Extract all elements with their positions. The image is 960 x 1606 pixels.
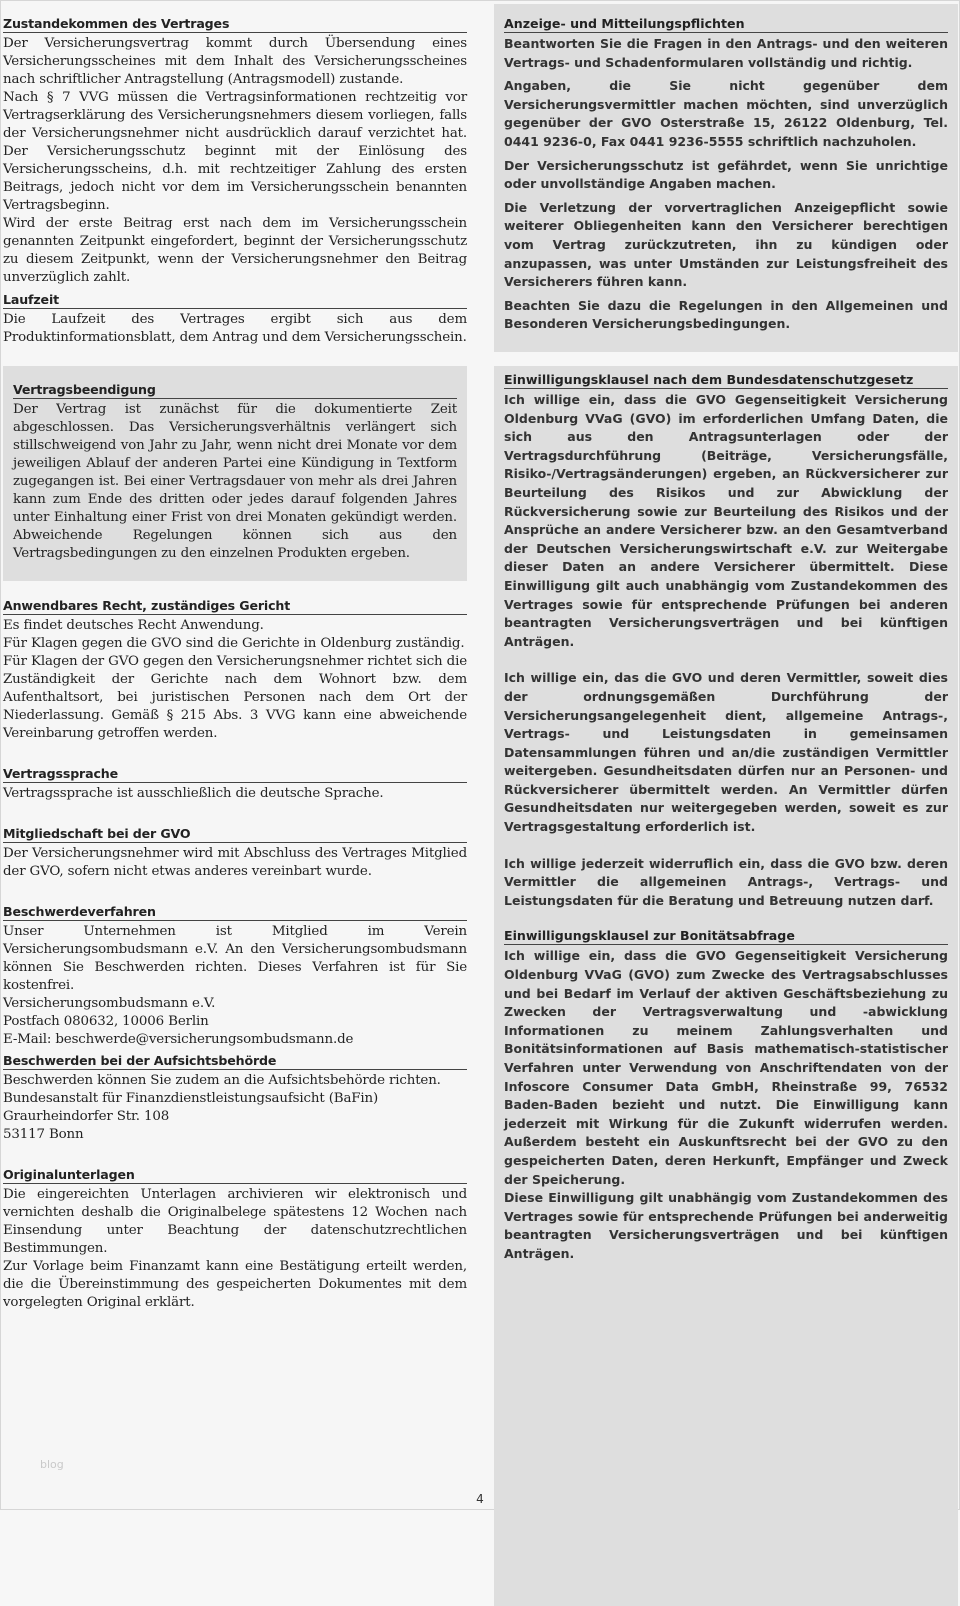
heading-bdsg: Einwilligungsklausel nach dem Bundesdatenschutzgesetz [504,372,948,389]
line: Beschwerden können Sie zudem an die Aufsichtsbehörde richten. [3,1073,441,1088]
heading-vertragsbeendigung: Vertragsbeendigung [13,382,457,399]
heading-mitgliedschaft: Mitgliedschaft bei der GVO [3,826,467,843]
address-line: Versicherungsombudsmann e.V. [3,996,216,1011]
section-mitgliedschaft [3,826,467,881]
paragraph: Angaben, die Sie nicht gegenüber dem Versicherungsvermittler machen möchten, sind unverzüglich gegenüber der GVO Osterstraße 15, 26122 Oldenburg, Tel. 0441 9236-0, Fax 0441 9236-5555 schriftlich nachzuholen. [504,78,948,149]
heading-vertragssprache: Vertragssprache [3,766,467,783]
paragraph: Ich willige ein, dass die GVO Gegenseitigkeit Versicherung Oldenburg VVaG (GVO) im erforderlichen Umfang Daten, die sich aus den Antragsunterlagen oder der Vertragsdurchführung (Beiträge, Versicherungsfälle, Risiko-/Vertragsänderungen) ergeben, an Rückversicherer zur Beurteilung des Risikos und zur Abwicklung der Rückversicherung sowie zur Beurteilung des Risikos und der Ansprüche an andere Versicherer bzw. an den Gesamtverband der Deutschen Versicherungswirtschaft e.V. zur Weitergabe dieser Daten an andere Versicherer übermittelt. Diese Einwilligung gilt auch unabhängig vom Zustandekommen des Vertrages sowie für entsprechende Prüfungen bei anderen beantragten Versicherungsverträgen und bei künftigen Anträgen. [504,392,948,649]
paragraph: Der Versicherungsvertrag kommt durch Übersendung eines Versicherungsscheines mit dem Inhalt des Versicherungsscheines nach schriftlicher Antragstellung (Antragsmodell) zustande. [3,36,467,87]
section-aufsicht [3,1053,467,1144]
paragraph: Beantworten Sie die Fragen in den Antrags- und den weiteren Vertrags- und Schadenformularen vollständig und richtig. [504,36,948,70]
section-einwilligungen [494,366,958,1606]
section-laufzeit [3,292,467,347]
line: Graurheindorfer Str. 108 [3,1109,170,1124]
heading-originalunterlagen: Originalunterlagen [3,1167,467,1184]
section-recht [3,598,467,743]
section-beschwerdeverfahren [3,904,467,1049]
section-vertragsbeendigung [3,366,467,581]
paragraph: Diese Einwilligung gilt unabhängig vom Zustandekommen des Vertrages sowie für entsprechende Prüfungen bei anderweitig beantragten Versicherungsverträgen und bei künftigen Anträgen. [504,1190,948,1261]
address-line: Postfach 080632, 10006 Berlin [3,1014,209,1029]
section-originalunterlagen [3,1167,467,1312]
heading-aufsicht: Beschwerden bei der Aufsichtsbehörde [3,1053,467,1070]
page-number: 4 [476,1492,484,1506]
heading-zustandekommen: Zustandekommen des Vertrages [3,16,467,33]
paragraph: Der Versicherungsnehmer wird mit Abschluss des Vertrages Mitglied der GVO, sofern nicht etwas anderes vereinbart wurde. [3,846,467,879]
paragraph: Ich willige ein, dass die GVO Gegenseitigkeit Versicherung Oldenburg VVaG (GVO) zum Zwecke des Vertragsabschlusses und bei Bedarf im Verlauf der aktiven Geschäftsbeziehung zu Zwecken der Vertragsverwaltung und -abwicklung Informationen zu meinem Zahlungsverhalten und Bonitätsinformationen auf Basis mathematisch-statistischer Verfahren unter Verwendung von Anschriftendaten von der Infoscore Consumer Data GmbH, Rheinstraße 99, 76532 Baden-Baden bezieht und nutzt. Die Einwilligung kann jederzeit mit Wirkung für die Zukunft widerrufen werden. Außerdem besteht ein Auskunftsrecht bei der GVO zu den gespeicherten Daten, deren Herkunft, Empfänger und Zweck der Speicherung. [504,948,948,1187]
paragraph: Die Verletzung der vorvertraglichen Anzeigepflicht sowie weiterer Obliegenheiten kann den Versicherer berechtigen vom Vertrag zurückzutreten, ihn zu kündigen oder anzupassen, was unter Umständen zur Leistungsfreiheit des Versicherers führen kann. [504,199,948,290]
watermark-blog: blog [40,1458,64,1471]
paragraph: Ich willige ein, das die GVO und deren Vermittler, soweit dies der ordnungsgemäßen Durchführung der Versicherungsangelegenheit dient, allgemeine Antrags-, Vertrags- und Leistungsdaten in gemeinsamen Datensammlungen führen und an/die zuständigen Vermittler weitergeben. Gesundheitsdaten dürfen nur an Personen- und Rückversicherer übermittelt werden. An Vermittler dürfen Gesundheitsdaten nur weitergegeben werden, soweit es zur Vertragsgestaltung erforderlich ist. [504,670,948,835]
line: Es findet deutsches Recht Anwendung. [3,618,264,633]
section-vertragssprache [3,766,467,803]
section-zustandekommen [3,16,467,287]
paragraph: Ich willige jederzeit widerruflich ein, dass die GVO bzw. deren Vermittler die allgemeinen Antrags-, Vertrags- und Leistungsdaten für die Beratung und Betreuung nutzen darf. [504,855,948,908]
line: Für Klagen gegen die GVO sind die Gerichte in Oldenburg zuständig. [3,636,465,651]
paragraph: Für Klagen der GVO gegen den Versicherungsnehmer richtet sich die Zuständigkeit der Gerichte nach dem Wohnort bzw. dem Aufenthaltsort, bei juristischen Personen nach dem Ort der Niederlassung. Gemäß § 215 Abs. 3 VVG kann eine abweichende Vereinbarung getroffen werden. [3,654,467,741]
paragraph: Unser Unternehmen ist Mitglied im Verein Versicherungsombudsmann e.V. An den Versicherungsombudsmann können Sie Beschwerden richten. Dieses Verfahren ist für Sie kostenfrei. [3,924,467,993]
paragraph: Der Versicherungsschutz ist gefährdet, wenn Sie unrichtige oder unvollständige Angaben machen. [504,157,948,192]
paragraph: Der Vertrag ist zunächst für die dokumentierte Zeit abgeschlossen. Das Versicherungsverhältnis verlängert sich stillschweigend von Jahr zu Jahr, wenn nicht drei Monate vor dem jeweiligen Ablauf der anderen Partei eine Kündigung in Textform zugegangen ist. Bei einer Vertragsdauer von mehr als drei Jahren kann zum Ende des dritten oder jedes darauf folgenden Jahres unter Einhaltung einer Frist von drei Monaten gekündigt werden. Abweichende Regelungen können sich aus den Vertragsbedingungen zu den einzelnen Produkten ergeben. [13,402,457,561]
heading-anzeigepflichten: Anzeige- und Mitteilungspflichten [504,16,948,33]
heading-bonitaet: Einwilligungsklausel zur Bonitätsabfrage [504,928,948,945]
paragraph: Vertragssprache ist ausschließlich die deutsche Sprache. [3,786,384,801]
line: Bundesanstalt für Finanzdienstleistungsaufsicht (BaFin) [3,1091,379,1106]
paragraph: Die Laufzeit des Vertrages ergibt sich aus dem Produktinformationsblatt, dem Antrag und dem Versicherungsschein. [3,312,467,345]
paragraph: Nach § 7 VVG müssen die Vertragsinformationen rechtzeitig vor Vertragserklärung des Versicherungsnehmers diesem vorliegen, falls der Versicherungsnehmer nicht ausdrücklich darauf verzichtet hat. Der Versicherungsschutz beginnt mit der Einlösung des Versicherungsscheins, d.h. mit rechtzeitiger Zahlung des ersten Beitrags, jedoch nicht vor dem im Versicherungsschein benannten Vertragsbeginn. [3,90,467,213]
heading-recht: Anwendbares Recht, zuständiges Gericht [3,598,467,615]
email-link[interactable]: E-Mail: beschwerde@versicherungsombudsmann.de [3,1032,354,1047]
paragraph: Wird der erste Beitrag erst nach dem im Versicherungsschein genannten Zeitpunkt eingefordert, beginnt der Versicherungsschutz zu diesem Zeitpunkt, wenn der Versicherungsnehmer den Beitrag unverzüglich zahlt. [3,216,467,285]
line: 53117 Bonn [3,1127,84,1142]
heading-laufzeit: Laufzeit [3,292,467,309]
paragraph: Beachten Sie dazu die Regelungen in den Allgemeinen und Besonderen Versicherungsbedingungen. [504,297,948,332]
section-anzeigepflichten [494,4,958,352]
heading-beschwerdeverfahren: Beschwerdeverfahren [3,904,467,921]
paragraph: Die eingereichten Unterlagen archivieren wir elektronisch und vernichten deshalb die Originalbelege spätestens 12 Wochen nach Einsendung unter Beachtung der datenschutzrechtlichen Bestimmungen. [3,1187,467,1256]
paragraph: Zur Vorlage beim Finanzamt kann eine Bestätigung erteilt werden, die die Übereinstimmung des gespeicherten Dokumentes mit dem vorgelegten Original erklärt. [3,1259,467,1310]
